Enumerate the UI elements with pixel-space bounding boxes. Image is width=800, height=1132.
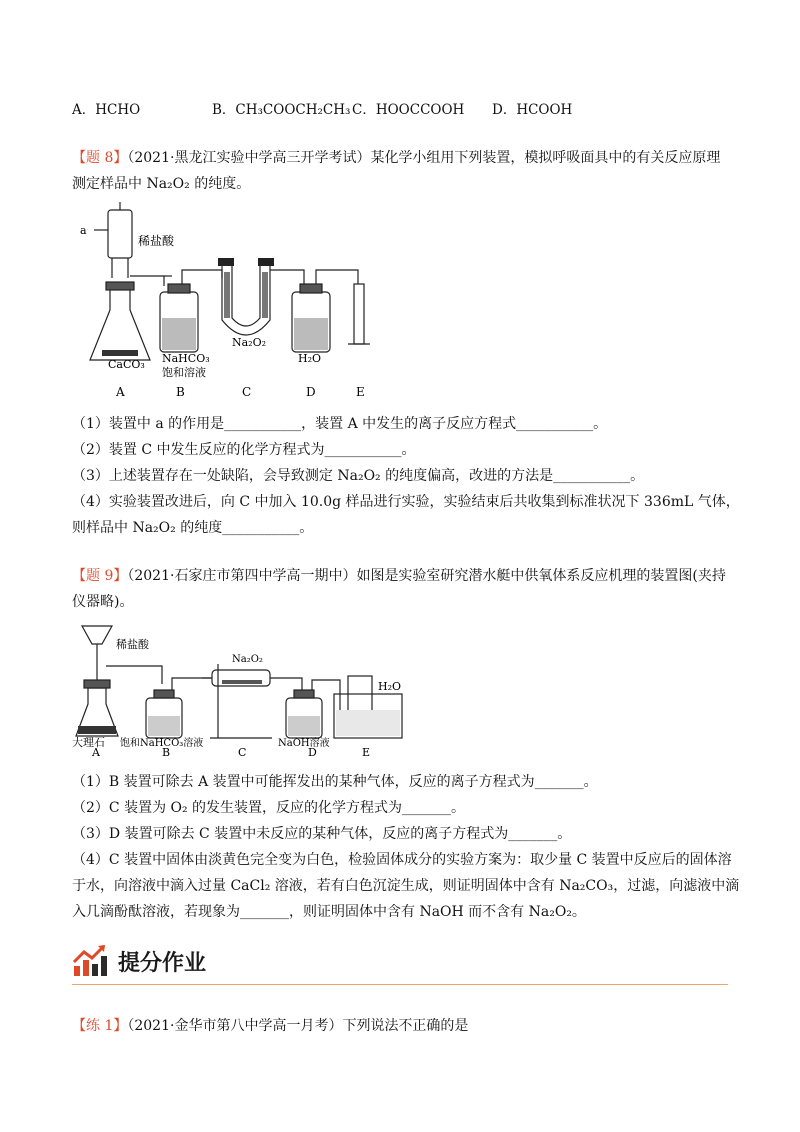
q8-intro-line1: 【题 8】（2021·黑龙江实验中学高三开学考试）某化学小组用下列装置，模拟呼吸面具中的有关反应原理 bbox=[72, 150, 721, 166]
q8-item-4-cont: 则样品中 Na₂O₂ 的纯度___________。 bbox=[72, 520, 314, 536]
q9-label-D: D bbox=[308, 746, 317, 758]
section-title: 提分作业 bbox=[118, 951, 207, 976]
q8-tag: 【题 8】 bbox=[72, 150, 128, 166]
q8-label-na2o2: Na₂O₂ bbox=[232, 336, 267, 349]
option-c: C．HOOCCOOH bbox=[352, 102, 465, 118]
q9-label-nahco3sol: 饱和NaHCO₃溶液 bbox=[120, 738, 204, 749]
q8-label-A: A bbox=[116, 385, 125, 399]
q8-label-C: C bbox=[242, 385, 252, 399]
section-divider bbox=[72, 984, 728, 985]
q9-item-2: （2）C 装置为 O₂ 的发生装置，反应的化学方程式为_______。 bbox=[72, 800, 466, 816]
q9-item-4-cont1: 于水，向溶液中滴入过量 CaCl₂ 溶液，若有白色沉淀生成，则证明固体中含有 Na₂CO₃，过滤，向滤液中滴 bbox=[72, 878, 740, 894]
growth-chart-icon bbox=[72, 944, 108, 978]
practice1-tag: 【练 1】 bbox=[72, 1018, 128, 1034]
q9-intro-line1: 【题 9】（2021·石家庄市第四中学高一期中）如图是实验室研究潜水艇中供氧体系反应机理的装置图(夹持 bbox=[72, 568, 726, 584]
q8-apparatus-figure bbox=[72, 200, 402, 400]
q9-item-1: （1）B 装置可除去 A 装置中可能挥发出的某种气体，反应的离子方程式为_______。 bbox=[72, 774, 598, 790]
q8-label-h2o: H₂O bbox=[298, 352, 322, 365]
q8-label-sat: 饱和溶液 bbox=[162, 366, 206, 379]
option-d: D．HCOOH bbox=[492, 102, 573, 118]
q9-intro-line2: 仪器略)。 bbox=[72, 594, 134, 610]
q9-label-B: B bbox=[162, 746, 171, 758]
practice1-line: 【练 1】（2021·金华市第八中学高一月考）下列说法不正确的是 bbox=[72, 1018, 469, 1034]
q9-item-3: （3）D 装置可除去 C 装置中未反应的某种气体，反应的离子方程式为_______。 bbox=[72, 826, 572, 842]
q8-intro-line2: 测定样品中 Na₂O₂ 的纯度。 bbox=[72, 176, 251, 192]
option-b: B．CH₃COOCH₂CH₃ bbox=[212, 102, 351, 118]
q9-label-marble: 大理石 bbox=[72, 736, 105, 749]
q9-tag: 【题 9】 bbox=[72, 568, 128, 584]
q9-label-acid: 稀盐酸 bbox=[116, 638, 149, 651]
q8-label-nahco3: NaHCO₃ bbox=[162, 352, 210, 365]
q9-label-na2o2: Na₂O₂ bbox=[232, 654, 263, 665]
q8-item-2: （2）装置 C 中发生反应的化学方程式为___________。 bbox=[72, 442, 416, 458]
q8-label-a: a bbox=[80, 224, 87, 237]
q9-label-A: A bbox=[92, 746, 100, 758]
q9-label-naohsol: NaOH溶液 bbox=[278, 738, 330, 749]
q9-item-4: （4）C 装置中固体由淡黄色完全变为白色，检验固体成分的实验方案为：取少量 C 装置中反应后的固体溶 bbox=[72, 852, 732, 868]
q8-item-4: （4）实验装置改进后，向 C 中加入 10.0g 样品进行实验，实验结束后共收集到标准状况下 336mL 气体， bbox=[72, 494, 740, 510]
q8-label-E: E bbox=[356, 385, 365, 399]
q9-label-C: C bbox=[238, 746, 247, 758]
q8-label-caco3: CaCO₃ bbox=[108, 358, 145, 371]
q9-apparatus-figure bbox=[72, 618, 412, 758]
q8-label-acid: 稀盐酸 bbox=[138, 234, 175, 248]
q8-label-D: D bbox=[306, 385, 316, 399]
q9-label-h2o: H₂O bbox=[378, 680, 402, 693]
q9-label-E: E bbox=[362, 746, 371, 758]
q8-item-3: （3）上述装置存在一处缺陷，会导致测定 Na₂O₂ 的纯度偏高，改进的方法是___________。 bbox=[72, 468, 645, 484]
option-a: A．HCHO bbox=[72, 102, 141, 118]
q8-label-B: B bbox=[176, 385, 185, 399]
q9-item-4-cont2: 入几滴酚酞溶液，若现象为_______，则证明固体中含有 NaOH 而不含有 Na₂O₂。 bbox=[72, 904, 586, 920]
q8-item-1: （1）装置中 a 的作用是___________，装置 A 中发生的离子反应方程式___________。 bbox=[72, 416, 608, 432]
